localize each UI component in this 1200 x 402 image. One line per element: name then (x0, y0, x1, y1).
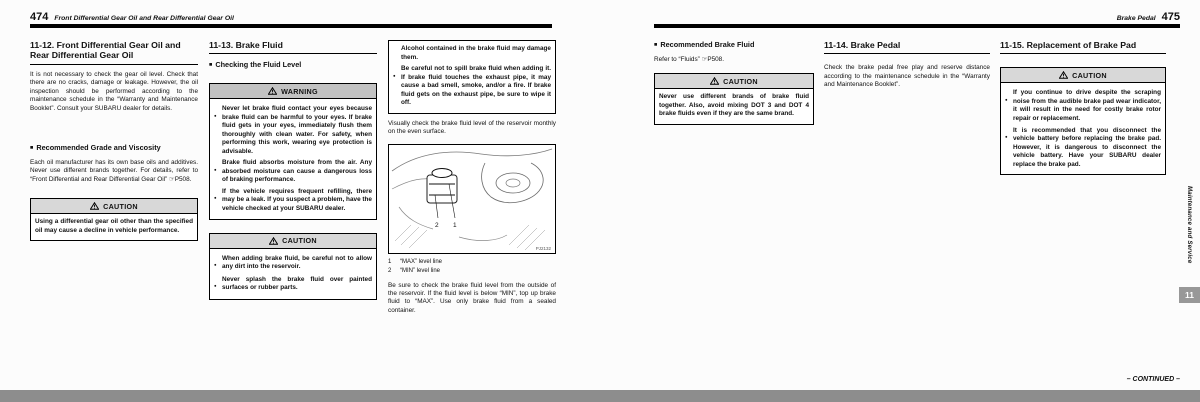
list-item (214, 255, 372, 273)
list-item (214, 188, 372, 214)
page-number-right: 475 (1161, 11, 1180, 23)
figure-code: PJ2132 (535, 245, 551, 251)
caution-box-brake-pad (1000, 67, 1166, 175)
legend-item (388, 267, 556, 276)
continued-marker: – CONTINUED – (1126, 376, 1180, 383)
figure-legend (388, 258, 556, 276)
chapter-side-label: Maintenance and Service (1186, 186, 1193, 264)
square-bullet-icon (654, 40, 657, 50)
list-item (393, 65, 551, 108)
chapter-number-tab: 11 (1179, 287, 1200, 303)
bullet-text: Brake fluid absorbs moisture from the air. Any absorbed moisture can cause a dangerous loss of braking performance. (222, 159, 372, 184)
legend-number: 2 (388, 267, 392, 274)
bullet-icon (214, 255, 219, 273)
caution-label: CAUTION (1072, 70, 1107, 80)
warning-triangle-icon (710, 77, 719, 85)
bullet-text: Never splash the brake fluid over painted surfaces or rubber parts. (222, 275, 372, 292)
bullet-icon (214, 105, 219, 156)
warning-triangle-icon (268, 87, 277, 95)
figure-callout-1: 1 (453, 221, 457, 229)
column-4 (654, 40, 814, 125)
bullet-icon (214, 276, 219, 294)
list-item (214, 276, 372, 294)
list-item (1005, 127, 1161, 170)
caution-header (1001, 68, 1165, 83)
section-title-11-14: 11-14. Brake Pedal (824, 40, 990, 54)
caution-label: CAUTION (723, 76, 758, 86)
list-item (214, 105, 372, 156)
subheading-checking-fluid-level (209, 60, 377, 70)
column-6 (1000, 40, 1166, 175)
caution-header (31, 199, 197, 214)
strut-tower-art (496, 173, 530, 193)
caution-header (210, 234, 376, 249)
legend-number: 1 (388, 258, 392, 265)
section-title-11-13: 11-13. Brake Fluid (209, 40, 377, 54)
square-bullet-icon (30, 143, 33, 153)
bullet-icon (214, 159, 219, 185)
list-item (214, 159, 372, 185)
warning-header (210, 84, 376, 99)
bullet-icon (1005, 89, 1010, 123)
figure-art (389, 145, 555, 253)
caution-text: Never use different brands of brake fluid together. Also, avoid mixing DOT 3 and DOT 4 brake fluids even if they are the same brand. (659, 93, 809, 118)
bullet-icon (214, 188, 219, 214)
section-title-11-12: 11-12. Front Differential Gear Oil and Rear Differential Gear Oil (30, 40, 198, 65)
caution-header (655, 74, 813, 89)
reservoir-art (427, 175, 457, 203)
paragraph: Be sure to check the brake fluid level from the outside of the reservoir. If the fluid level is below “MIN”, top up brake fluid to “MAX”. Use only brake fluid from a sealed container. (388, 281, 556, 314)
reservoir-cap-art (432, 168, 452, 177)
figure-callout-2: 2 (435, 221, 439, 229)
bullet-text: If the vehicle requires frequent refilling, there may be a leak. If you suspect a problem, have the vehicle checked at your SUBARU dealer. (222, 187, 372, 212)
caution-text: Using a differential gear oil other than the specified oil may cause a decline in vehicle performance. (35, 218, 193, 234)
running-header-left: Front Differential Gear Oil and Rear Differential Gear Oil (54, 15, 234, 22)
subheading-text: Recommended Brake Fluid (660, 40, 755, 49)
legend-item (388, 258, 556, 267)
caution-label: CAUTION (103, 201, 138, 211)
caution-box-gear-oil (30, 198, 198, 241)
bullet-text: Be careful not to spill brake fluid when adding it. If brake fluid touches the exhaust pipe, it may cause a bad smell, smoke, and/or a fire. If brake fluid gets on the exhaust pipe, be sure to wipe it off. (401, 65, 551, 107)
paragraph: Visually check the brake fluid level of the reservoir monthly on the even surface. (388, 119, 556, 136)
subheading-recommended-brake-fluid (654, 40, 814, 50)
right-page-header (654, 11, 1180, 28)
left-page-header (30, 11, 552, 28)
warning-triangle-icon (1059, 71, 1068, 79)
list-item (1005, 89, 1161, 123)
subheading-text: Checking the Fluid Level (215, 60, 302, 70)
subheading-recommended-grade (30, 143, 198, 153)
warning-box-brake-fluid (209, 83, 377, 219)
caution-continuation-text: Alcohol contained in the brake fluid may damage them. (401, 45, 551, 61)
warning-triangle-icon (269, 237, 278, 245)
legend-text: “MAX” level line (400, 258, 443, 265)
scan-bottom-edge (0, 390, 1200, 402)
bullet-text: It is recommended that you disconnect the vehicle battery before replacing the brake pad. However, it is dangerous to disconnect the vehicle battery. Have your SUBARU dealer replace the brake pad. (1013, 126, 1161, 168)
bullet-text: When adding brake fluid, be careful not to allow any dirt into the reservoir. (222, 254, 372, 271)
section-title-11-15: 11-15. Replacement of Brake Pad (1000, 40, 1166, 54)
column-2 (209, 40, 377, 300)
bullet-text: Never let brake fluid contact your eyes because brake fluid can be harmful to your eyes. If brake fluid gets in your eyes, immediately flush them thoroughly with clean water. For safety, when performing this work, wearing eye protection is advisable. (222, 105, 372, 155)
caution-box-continuation (388, 40, 556, 114)
caution-box-brake-fluid-brands (654, 73, 814, 125)
square-bullet-icon (209, 60, 212, 70)
bullet-icon (1005, 127, 1010, 170)
header-rule-left (30, 24, 552, 28)
warning-triangle-icon (90, 202, 99, 210)
column-3 (388, 40, 556, 315)
brake-fluid-reservoir-figure (388, 144, 556, 254)
warning-label: WARNING (281, 86, 318, 96)
paragraph: Each oil manufacturer has its own base oils and additives. Never use different brands together. For details, refer to “Front Differential and Rear Differential Gear Oil” ☞P508. (30, 159, 198, 183)
header-rule-right (654, 24, 1180, 28)
paragraph: Refer to “Fluids” ☞P508. (654, 55, 725, 63)
subheading-text: Recommended Grade and Viscosity (36, 143, 161, 153)
bullet-text: If you continue to drive despite the scraping noise from the audible brake pad wear indicator, it will result in the need for costly brake rotor repair or replacement. (1013, 89, 1161, 122)
paragraph: Check the brake pedal free play and reserve distance according to the maintenance schedule in the “Warranty and Maintenance Booklet”. (824, 64, 990, 89)
paragraph: It is not necessary to check the gear oil level. Check that there are no cracks, damage or leakage. However, the oil inspection should be performed according to the maintenance schedule in the “Warranty and Maintenance Booklet”. Consult your SUBARU dealer for details. (30, 70, 198, 112)
running-header-right: Brake Pedal (1116, 15, 1156, 22)
caution-box-brake-fluid (209, 233, 377, 300)
caution-label: CAUTION (282, 236, 317, 245)
legend-text: “MIN” level line (400, 267, 441, 274)
bullet-icon (393, 65, 398, 108)
hatching-art (395, 225, 545, 250)
page-number-left: 474 (30, 11, 49, 23)
column-5 (824, 40, 990, 90)
column-1 (30, 40, 198, 241)
